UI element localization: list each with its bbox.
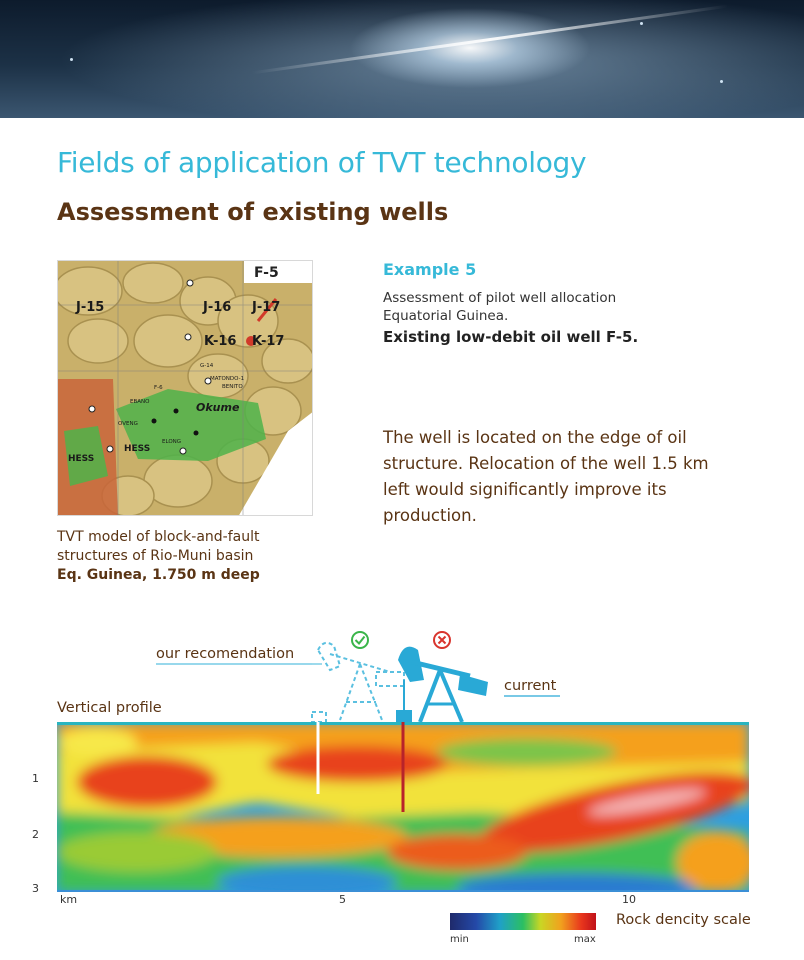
map-label-elong: ELONG <box>162 439 182 445</box>
map-label-hess-1: HESS <box>68 454 95 464</box>
recommendation-label: our recomendation <box>156 646 295 662</box>
map-label-benito: BENITO <box>222 384 243 390</box>
vertical-profile-section <box>57 722 749 892</box>
map-label-f6: F-6 <box>154 385 163 391</box>
map-label-j15: J-15 <box>76 300 105 315</box>
scale-title: Rock dencity scale <box>616 912 751 928</box>
page-title: Assessment of existing wells <box>57 198 449 226</box>
distance-unit: km <box>60 893 78 906</box>
map-caption <box>57 528 357 585</box>
map-label-j16: J-16 <box>203 300 232 315</box>
distance-tick-10: 10 <box>622 893 636 906</box>
distance-axis-line <box>57 890 749 892</box>
map-corner-label: F-5 <box>254 265 279 281</box>
map-label-k17: K-17 <box>252 334 285 349</box>
map-caption-bold: Eq. Guinea, 1.750 m deep <box>57 567 260 583</box>
example-line2: Equatorial Guinea. <box>383 308 509 324</box>
vertical-profile-label: Vertical profile <box>57 700 162 716</box>
current-label: current <box>504 678 557 694</box>
recommended-pumpjack <box>312 643 404 722</box>
density-profile-graphic <box>57 722 749 892</box>
map-label-g14: G-14 <box>200 363 214 369</box>
distance-tick-5: 5 <box>339 893 346 906</box>
cross-icon <box>434 632 450 648</box>
depth-tick-1: 1 <box>32 772 39 785</box>
light-flare <box>252 5 728 75</box>
depth-tick-3: 3 <box>32 882 39 895</box>
header-banner <box>0 0 804 118</box>
example-line1: Assessment of pilot well allocation <box>383 290 617 306</box>
map-label-hess-2: HESS <box>124 444 151 454</box>
scale-min-label: min <box>450 934 469 945</box>
depth-tick-2: 2 <box>32 828 39 841</box>
current-pumpjack <box>396 647 488 722</box>
example-title: Example 5 <box>383 260 477 279</box>
tvt-map <box>57 260 313 516</box>
example-description <box>383 289 638 346</box>
star <box>720 80 723 83</box>
map-label-k16: K-16 <box>204 334 237 349</box>
map-caption-line1: TVT model of block-and-fault <box>57 529 260 545</box>
density-color-scale <box>450 913 596 930</box>
map-label-matondo: MATONDO-1 <box>210 376 245 382</box>
map-graphic <box>58 261 313 516</box>
star <box>640 22 643 25</box>
map-label-j17: J-17 <box>252 300 281 315</box>
scale-max-label: max <box>574 934 596 945</box>
map-label-oveng: OVENG <box>118 421 138 427</box>
map-label-okume: Okume <box>196 401 240 414</box>
example-line3: Existing low-debit oil well F-5. <box>383 328 639 346</box>
example-note: The well is located on the edge of oil structure. Relocation of the well 1.5 km left would significantly improve its production. <box>383 428 709 525</box>
map-caption-line2: structures of Rio-Muni basin <box>57 548 254 564</box>
check-icon <box>352 632 368 648</box>
star <box>70 58 73 61</box>
section-title: Fields of application of TVT technology <box>57 146 587 179</box>
map-label-ebano: EBANO <box>130 399 150 405</box>
